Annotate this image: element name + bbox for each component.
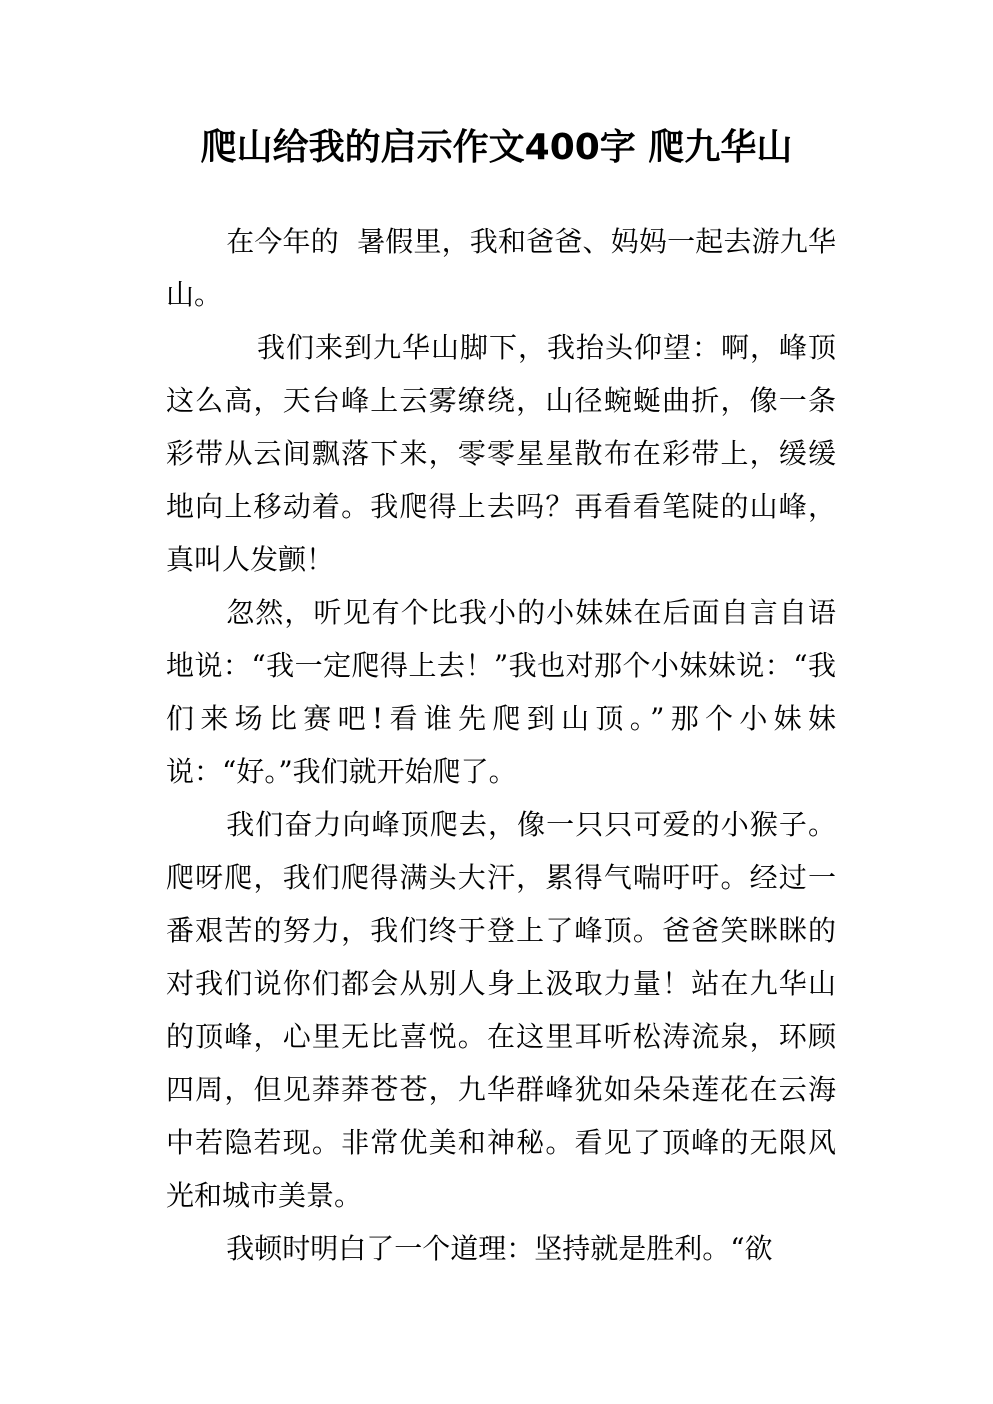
paragraph-3: 忽然，听见有个比我小的小妹妹在后面自言自语地说：“我一定爬得上去！”我也对那个小妹妹说：“我们来场比赛吧!看谁先爬到山顶。”那个小妹妹说：“好。”我们就开始爬了。 xyxy=(166,596,836,788)
paragraph-1: 在今年的 暑假里，我和爸爸、妈妈一起去游九华山。 xyxy=(166,225,836,311)
paragraph-4: 我们奋力向峰顶爬去，像一只只可爱的小猴子。爬呀爬，我们爬得满头大汗，累得气喘吁吁。经过一番艰苦的努力，我们终于登上了峰顶。爸爸笑眯眯的对我们说你们都会从别人身上汲取力量！站在九华山的顶峰，心里无比喜悦。在这里耳听松涛流泉，环顾四周，但见莽莽苍苍，九华群峰犹如朵朵莲花在云海中若隐若现。非常优美和神秘。看见了顶峰的无限风光和城市美景。 xyxy=(166,808,836,1212)
document-title: 爬山给我的启示作文400字 爬九华山 xyxy=(200,127,793,168)
document-body xyxy=(166,215,836,1275)
paragraph-5: 我顿时明白了一个道理：坚持就是胜利。“欲 xyxy=(226,1232,773,1265)
paragraph-2: 我们来到九华山脚下，我抬头仰望：啊，峰顶这么高，天台峰上云雾缭绕，山径蜿蜒曲折，像一条彩带从云间飘落下来，零零星星散布在彩带上，缓缓地向上移动着。我爬得上去吗？再看看笔陡的山峰，真叫人发颤！ xyxy=(166,331,836,576)
